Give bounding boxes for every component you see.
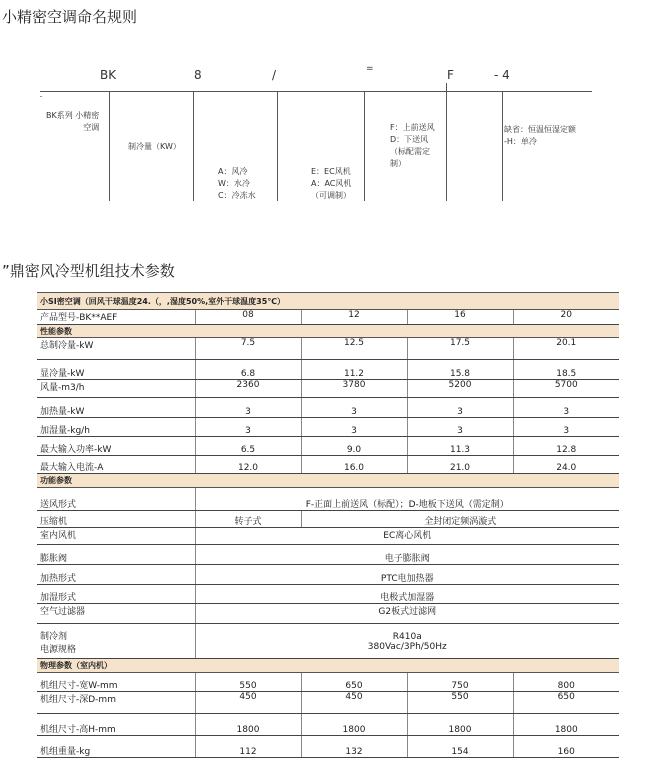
row-label: 最大输入功率-kW <box>37 437 195 456</box>
model-20: 20 <box>513 310 619 325</box>
table-row <box>37 624 619 642</box>
cell-value: 20.1 <box>513 338 619 360</box>
row-label: 加湿形式 <box>37 585 195 604</box>
table-row <box>37 338 619 360</box>
cell-value: 9.0 <box>301 437 407 456</box>
cell-value: PTC电加热器 <box>195 565 619 585</box>
table-caption-row <box>37 293 619 310</box>
cell-value: F-正面上前送风（标配）；D-地板下送风（需定制） <box>195 488 619 511</box>
cell-value: 1800 <box>195 714 301 736</box>
row-label: 压缩机 <box>37 511 195 528</box>
row-label: 机组尺寸-深D-mm <box>37 692 195 714</box>
cell-value: 电子膨胀阀 <box>195 545 619 565</box>
cell-value: EC离心风机 <box>195 528 619 545</box>
row-label: 制冷剂 <box>40 631 68 642</box>
cell-value: 650 <box>513 692 619 714</box>
row-label: 机组重量-kg <box>37 736 195 758</box>
desc-fan: E：EC风机 A：AC风机 （可调制） <box>311 167 352 200</box>
table-row <box>37 488 619 511</box>
table-row <box>37 418 619 437</box>
cell-value: 154 <box>407 736 513 758</box>
row-label: 最大输入电流-A <box>37 456 195 474</box>
cell-value: R410a <box>195 624 619 642</box>
row-label: 机组尺寸-宽W-mm <box>37 673 195 692</box>
cell-value: 3 <box>301 418 407 437</box>
row-label: 室内风机 <box>37 528 195 545</box>
cell-value: 3 <box>513 398 619 418</box>
cell-value: 380Vac/3Ph/50Hz <box>195 642 619 659</box>
cell-value: 3 <box>513 418 619 437</box>
table-row <box>37 673 619 692</box>
row-label: 风量-m3/h <box>37 380 195 398</box>
cell-value: 450 <box>195 692 301 714</box>
naming-rule-title: 小精密空调命名规则 <box>2 8 138 26</box>
cell-value: 160 <box>513 736 619 758</box>
section-func-label: 功能参数 <box>37 474 619 488</box>
cell-value: 11.3 <box>407 437 513 456</box>
naming-tick <box>40 96 42 97</box>
naming-divider-2 <box>193 91 194 201</box>
section-perf <box>37 325 619 338</box>
row-label: 加热量-kW <box>37 398 195 418</box>
cell-value: 1800 <box>513 714 619 736</box>
cell-value: 18.5 <box>513 360 619 380</box>
row-label: 加湿量-kg/h <box>37 418 195 437</box>
cell-value: 12.8 <box>513 437 619 456</box>
section-perf-label: 性能参数 <box>37 325 619 338</box>
model-08: 08 <box>195 310 301 325</box>
model-row <box>37 310 619 325</box>
row-label: 总制冷量-kW <box>37 338 195 360</box>
table-row <box>37 511 619 528</box>
model-12: 12 <box>301 310 407 325</box>
table-row <box>37 642 619 659</box>
table-row <box>37 714 619 736</box>
model-label: 产品型号-BK**AEF <box>37 310 195 325</box>
table-row <box>37 545 619 565</box>
cell-value: 7.5 <box>195 338 301 360</box>
row-label: 膨胀阀 <box>37 545 195 565</box>
cell-value: 3 <box>195 418 301 437</box>
section-phys <box>37 659 619 673</box>
cell-value: 3780 <box>301 380 407 398</box>
table-row <box>37 398 619 418</box>
code-option: - 4 <box>494 68 510 82</box>
spec-title: ”鼎密风冷型机组技术参数 <box>2 262 175 280</box>
cell-value: 21.0 <box>407 456 513 474</box>
cell-value: 132 <box>301 736 407 758</box>
cell-value: 6.8 <box>195 360 301 380</box>
cell-value: 2360 <box>195 380 301 398</box>
code-supply: F <box>447 68 454 82</box>
cell-value: 550 <box>407 692 513 714</box>
cell-value: 3 <box>301 398 407 418</box>
table-row <box>37 528 619 545</box>
cell-value: 15.8 <box>407 360 513 380</box>
desc-series: BK系列 小精密 空调 <box>46 111 100 132</box>
table-row <box>37 565 619 585</box>
cell-value: 750 <box>407 673 513 692</box>
row-label: 空气过滤器 <box>37 604 195 624</box>
code-slash: / <box>272 68 277 82</box>
cell-value: G2板式过滤网 <box>195 604 619 624</box>
table-row <box>37 692 619 714</box>
cell-value: 800 <box>513 673 619 692</box>
cell-value: 全封闭定频涡漩式 <box>301 511 619 528</box>
cell-value: 1800 <box>301 714 407 736</box>
cell-value: 6.5 <box>195 437 301 456</box>
cell-value: 5200 <box>407 380 513 398</box>
naming-divider-1 <box>109 91 110 201</box>
desc-option: 缺省：恒温恒湿定额 -H：单冷 <box>504 125 576 146</box>
naming-divider-6 <box>502 91 503 201</box>
cell-value: 电极式加湿器 <box>195 585 619 604</box>
row-label: 送风形式 <box>37 488 195 511</box>
table-row <box>37 437 619 456</box>
table-row <box>37 360 619 380</box>
cell-value: 450 <box>301 692 407 714</box>
cell-value: 1800 <box>407 714 513 736</box>
cell-value: 12.5 <box>301 338 407 360</box>
table-row <box>37 456 619 474</box>
naming-divider-3 <box>277 91 278 201</box>
cell-value: 3 <box>195 398 301 418</box>
desc-cool-mode: A：风冷 W：水冷 C：冷冻水 <box>218 167 256 200</box>
table-row <box>37 736 619 758</box>
table-row <box>37 585 619 604</box>
code-series: BK <box>100 68 117 82</box>
desc-cooling: 制冷量（KW） <box>128 142 181 151</box>
code-capacity: 8 <box>194 68 202 82</box>
cell-value: 112 <box>195 736 301 758</box>
table-row <box>37 604 619 624</box>
cell-value: 12.0 <box>195 456 301 474</box>
table-caption: 小SI密空调（回风干球温度24.（，,湿度50%,室外干球温度35℃） <box>37 293 619 310</box>
cell-value: 转子式 <box>195 511 301 528</box>
cell-value: 16.0 <box>301 456 407 474</box>
row-label: 显冷量-kW <box>37 360 195 380</box>
cell-value: 650 <box>301 673 407 692</box>
spec-table <box>37 292 619 758</box>
row-label: 机组尺寸-高H-mm <box>37 714 195 736</box>
row-label: 电源规格 <box>37 642 195 659</box>
desc-supply: F：上前送风 D：下送风 （标配需定 制） <box>390 123 435 168</box>
cell-value: 3 <box>407 418 513 437</box>
section-func <box>37 474 619 488</box>
cell-value: 17.5 <box>407 338 513 360</box>
section-phys-label: 物理参数（室内机） <box>37 659 619 673</box>
naming-divider-4 <box>364 91 365 201</box>
cell-value: 3 <box>407 398 513 418</box>
cell-value: 5700 <box>513 380 619 398</box>
code-fan: = <box>366 64 374 74</box>
row-label: 加热形式 <box>37 565 195 585</box>
cell-value: 11.2 <box>301 360 407 380</box>
naming-divider-5 <box>446 83 447 201</box>
naming-baseline <box>40 91 592 92</box>
table-row <box>37 380 619 398</box>
cell-value: 550 <box>195 673 301 692</box>
model-16: 16 <box>407 310 513 325</box>
cell-value: 24.0 <box>513 456 619 474</box>
